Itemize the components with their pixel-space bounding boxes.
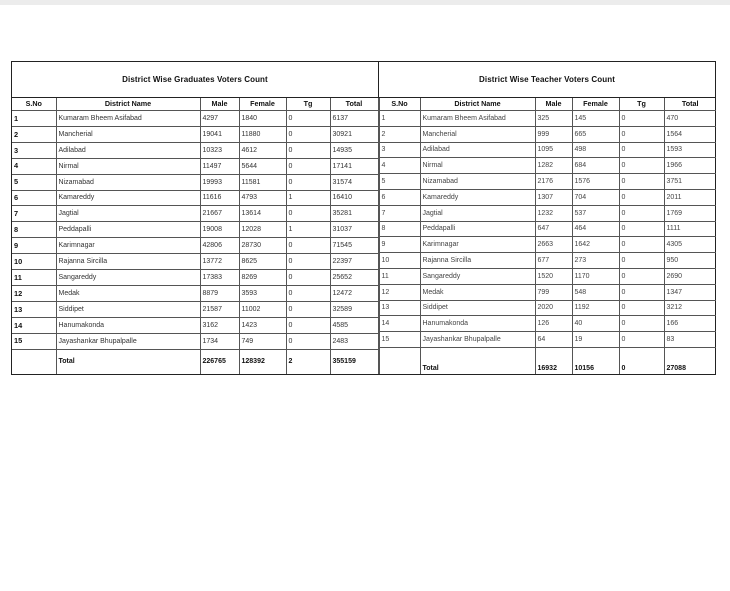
district-name-cell: Peddapalli [56,222,200,238]
sno-cell: 13 [379,300,420,316]
table-row [379,237,716,253]
female-cell: 1192 [572,300,619,316]
female-cell: 4612 [239,142,286,158]
female-cell: 12028 [239,222,286,238]
male-cell: 2020 [535,300,572,316]
male-cell: 64 [535,332,572,348]
district-name-cell: Kamareddy [56,190,200,206]
total-cell: 16410 [330,190,378,206]
table-row [12,285,378,301]
total-female-cell: 128392 [239,349,286,374]
total-district-name-cell: Total [420,347,535,374]
header-female: Female [572,98,619,111]
sno-cell: 5 [12,174,56,190]
male-cell: 1520 [535,268,572,284]
sno-cell: 7 [379,205,420,221]
header-tg: Tg [619,98,664,111]
female-cell: 40 [572,316,619,332]
sno-cell: 14 [12,317,56,333]
tg-cell: 0 [619,174,664,190]
sno-cell: 2 [379,126,420,142]
female-cell: 13614 [239,206,286,222]
teachers-table [379,98,717,374]
sno-cell: 11 [379,268,420,284]
male-cell: 21667 [200,206,239,222]
total-cell: 35281 [330,206,378,222]
table-row [379,142,716,158]
sno-cell: 3 [379,142,420,158]
header-sno: S.No [379,98,420,111]
sno-cell: 1 [12,111,56,127]
district-name-cell: Nirmal [56,158,200,174]
total-cell: 2483 [330,333,378,349]
female-cell: 537 [572,205,619,221]
male-cell: 3162 [200,317,239,333]
district-name-cell: Kumaram Bheem Asifabad [56,111,200,127]
sno-cell: 13 [12,301,56,317]
table-row [12,301,378,317]
tg-cell: 0 [619,316,664,332]
sno-cell: 8 [12,222,56,238]
total-cell: 4305 [664,237,716,253]
table-row [12,206,378,222]
male-cell: 647 [535,221,572,237]
sno-cell: 10 [379,253,420,269]
total-cell: 3212 [664,300,716,316]
total-cell: 17141 [330,158,378,174]
total-cell: 22397 [330,254,378,270]
male-cell: 10323 [200,142,239,158]
total-cell: 1347 [664,284,716,300]
female-cell: 28730 [239,238,286,254]
total-row [12,349,378,374]
table-row [379,316,716,332]
tables-container [12,98,715,374]
female-cell: 464 [572,221,619,237]
voters-count-sheet [11,61,716,375]
district-name-cell: Hanumakonda [56,317,200,333]
table-row [12,222,378,238]
district-name-cell: Mancherial [420,126,535,142]
male-cell: 11497 [200,158,239,174]
header-district: District Name [420,98,535,111]
district-name-cell: Jayashankar Bhupalpalle [420,332,535,348]
sno-cell: 4 [12,158,56,174]
female-cell: 1170 [572,268,619,284]
header-total: Total [664,98,716,111]
tg-cell: 0 [619,268,664,284]
tg-cell: 0 [286,238,330,254]
header-tg: Tg [286,98,330,111]
tg-cell: 0 [286,174,330,190]
total-cell: 166 [664,316,716,332]
tg-cell: 1 [286,222,330,238]
graduates-header-row [12,98,378,111]
female-cell: 11581 [239,174,286,190]
female-cell: 498 [572,142,619,158]
female-cell: 665 [572,126,619,142]
title-row [12,62,715,98]
total-female-cell: 10156 [572,347,619,374]
tg-cell: 0 [619,300,664,316]
total-cell: 30921 [330,126,378,142]
table-row [12,126,378,142]
total-cell: 950 [664,253,716,269]
female-cell: 749 [239,333,286,349]
female-cell: 1423 [239,317,286,333]
district-name-cell: Hanumakonda [420,316,535,332]
total-cell: 2011 [664,189,716,205]
sno-cell: 4 [379,158,420,174]
total-row [379,347,716,374]
district-name-cell: Medak [420,284,535,300]
header-female: Female [239,98,286,111]
top-strip [0,0,730,5]
male-cell: 1232 [535,205,572,221]
total-cell: 1769 [664,205,716,221]
total-tg-cell: 2 [286,349,330,374]
sno-cell: 10 [12,254,56,270]
table-row [12,158,378,174]
district-name-cell: Medak [56,285,200,301]
header-male: Male [200,98,239,111]
male-cell: 677 [535,253,572,269]
female-cell: 684 [572,158,619,174]
tg-cell: 0 [619,332,664,348]
header-male: Male [535,98,572,111]
table-row [379,221,716,237]
table-row [379,126,716,142]
sno-cell: 8 [379,221,420,237]
sno-cell: 7 [12,206,56,222]
female-cell: 11880 [239,126,286,142]
table-row [379,332,716,348]
total-cell: 6137 [330,111,378,127]
tg-cell: 0 [286,301,330,317]
tg-cell: 0 [619,189,664,205]
tg-cell: 0 [619,158,664,174]
male-cell: 126 [535,316,572,332]
district-name-cell: Kumaram Bheem Asifabad [420,111,535,127]
female-cell: 145 [572,111,619,127]
female-cell: 704 [572,189,619,205]
total-cell: 4585 [330,317,378,333]
male-cell: 799 [535,284,572,300]
district-name-cell: Jayashankar Bhupalpalle [56,333,200,349]
tg-cell: 0 [619,237,664,253]
header-sno: S.No [12,98,56,111]
female-cell: 273 [572,253,619,269]
tg-cell: 0 [286,158,330,174]
sno-cell: 1 [379,111,420,127]
sno-cell: 11 [12,270,56,286]
female-cell: 11002 [239,301,286,317]
district-name-cell: Kamareddy [420,189,535,205]
total-cell: 1111 [664,221,716,237]
district-name-cell: Mancherial [56,126,200,142]
total-cell: 25652 [330,270,378,286]
female-cell: 1642 [572,237,619,253]
tg-cell: 1 [286,190,330,206]
total-cell: 470 [664,111,716,127]
male-cell: 13772 [200,254,239,270]
tg-cell: 0 [286,254,330,270]
total-cell: 1564 [664,126,716,142]
male-cell: 1095 [535,142,572,158]
tg-cell: 0 [286,111,330,127]
total-total-cell: 27088 [664,347,716,374]
district-name-cell: Adilabad [56,142,200,158]
total-tg-cell: 0 [619,347,664,374]
table-row [12,333,378,349]
total-cell: 32589 [330,301,378,317]
table-row [379,300,716,316]
district-name-cell: Karimnagar [420,237,535,253]
male-cell: 1282 [535,158,572,174]
district-name-cell: Peddapalli [420,221,535,237]
male-cell: 11616 [200,190,239,206]
table-row [379,158,716,174]
tg-cell: 0 [286,270,330,286]
male-cell: 42806 [200,238,239,254]
male-cell: 19008 [200,222,239,238]
sno-cell: 12 [379,284,420,300]
district-name-cell: Rajanna Sircilla [420,253,535,269]
table-row [379,253,716,269]
female-cell: 1840 [239,111,286,127]
total-cell: 12472 [330,285,378,301]
graduates-table [12,98,379,374]
male-cell: 19993 [200,174,239,190]
teachers-title: District Wise Teacher Voters Count [479,75,615,84]
tg-cell: 0 [619,126,664,142]
male-cell: 2176 [535,174,572,190]
sno-cell: 9 [379,237,420,253]
teachers-header-row [379,98,716,111]
tg-cell: 0 [619,253,664,269]
sno-cell: 15 [12,333,56,349]
total-cell: 2690 [664,268,716,284]
sno-cell: 6 [379,189,420,205]
tg-cell: 0 [619,205,664,221]
total-cell: 83 [664,332,716,348]
table-row [12,190,378,206]
female-cell: 19 [572,332,619,348]
tg-cell: 0 [286,333,330,349]
female-cell: 3593 [239,285,286,301]
male-cell: 1307 [535,189,572,205]
district-name-cell: Nirmal [420,158,535,174]
tg-cell: 0 [286,142,330,158]
female-cell: 4793 [239,190,286,206]
district-name-cell: Siddipet [420,300,535,316]
total-sno-cell [379,347,420,374]
table-row [379,189,716,205]
male-cell: 4297 [200,111,239,127]
male-cell: 325 [535,111,572,127]
total-cell: 71545 [330,238,378,254]
male-cell: 8879 [200,285,239,301]
table-row [379,268,716,284]
total-cell: 14935 [330,142,378,158]
male-cell: 19041 [200,126,239,142]
header-total: Total [330,98,378,111]
tg-cell: 0 [619,221,664,237]
district-name-cell: Jagtial [56,206,200,222]
table-row [12,254,378,270]
male-cell: 2663 [535,237,572,253]
sno-cell: 12 [12,285,56,301]
total-male-cell: 226765 [200,349,239,374]
table-row [12,111,378,127]
header-district: District Name [56,98,200,111]
female-cell: 8269 [239,270,286,286]
table-row [379,111,716,127]
total-male-cell: 16932 [535,347,572,374]
district-name-cell: Rajanna Sircilla [56,254,200,270]
table-row [12,238,378,254]
tg-cell: 0 [619,284,664,300]
district-name-cell: Sangareddy [56,270,200,286]
sno-cell: 14 [379,316,420,332]
female-cell: 1576 [572,174,619,190]
district-name-cell: Jagtial [420,205,535,221]
male-cell: 999 [535,126,572,142]
sno-cell: 15 [379,332,420,348]
table-row [12,317,378,333]
male-cell: 21587 [200,301,239,317]
female-cell: 548 [572,284,619,300]
male-cell: 17383 [200,270,239,286]
table-row [379,284,716,300]
female-cell: 5644 [239,158,286,174]
graduates-title: District Wise Graduates Voters Count [12,62,379,97]
table-row [12,174,378,190]
sno-cell: 9 [12,238,56,254]
total-sno-cell [12,349,56,374]
total-cell: 3751 [664,174,716,190]
district-name-cell: Karimnagar [56,238,200,254]
tg-cell: 0 [619,111,664,127]
table-row [12,142,378,158]
tg-cell: 0 [286,317,330,333]
table-row [379,205,716,221]
total-cell: 1593 [664,142,716,158]
total-cell: 31037 [330,222,378,238]
sno-cell: 5 [379,174,420,190]
total-cell: 31574 [330,174,378,190]
table-row [379,174,716,190]
district-name-cell: Sangareddy [420,268,535,284]
district-name-cell: Siddipet [56,301,200,317]
sno-cell: 6 [12,190,56,206]
tg-cell: 0 [286,285,330,301]
sno-cell: 2 [12,126,56,142]
tg-cell: 0 [619,142,664,158]
total-cell: 1966 [664,158,716,174]
district-name-cell: Adilabad [420,142,535,158]
male-cell: 1734 [200,333,239,349]
sno-cell: 3 [12,142,56,158]
total-total-cell: 355159 [330,349,378,374]
table-row [12,270,378,286]
district-name-cell: Nizamabad [56,174,200,190]
district-name-cell: Nizamabad [420,174,535,190]
tg-cell: 0 [286,206,330,222]
female-cell: 8625 [239,254,286,270]
total-district-name-cell: Total [56,349,200,374]
tg-cell: 0 [286,126,330,142]
